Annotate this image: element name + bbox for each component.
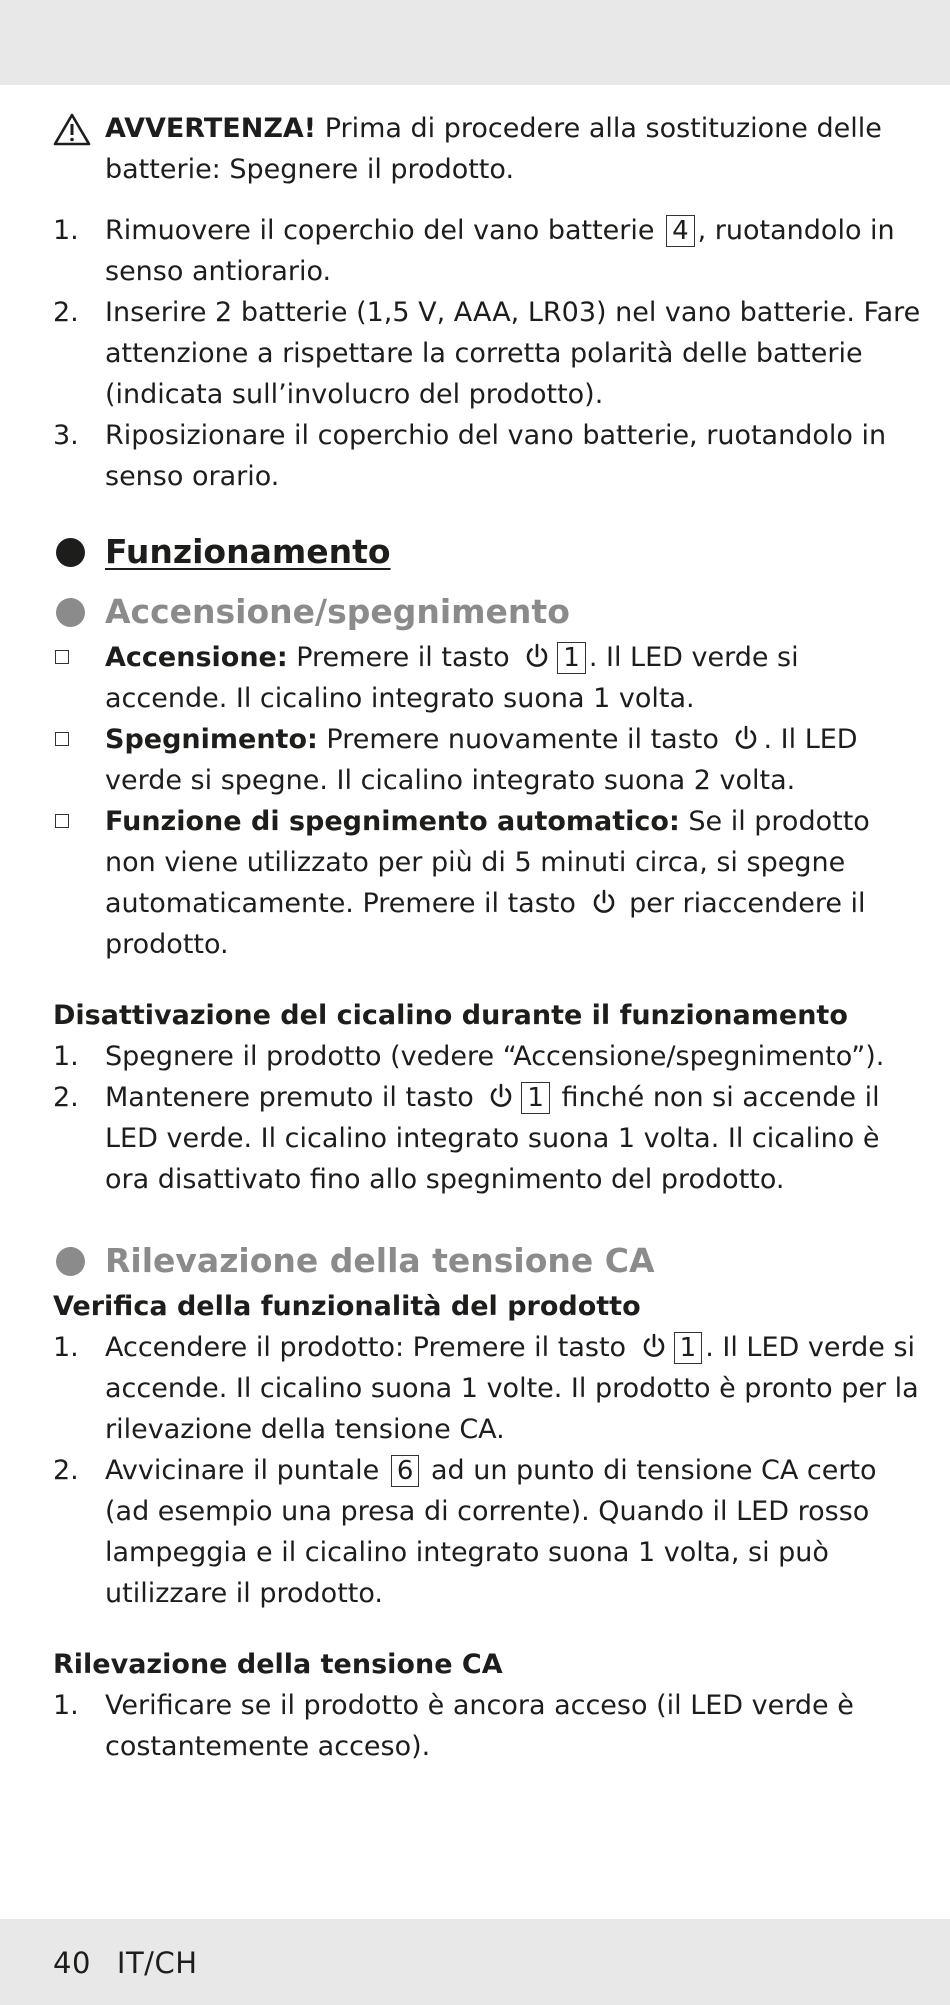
step-number: 3.: [53, 420, 79, 451]
subsection-title: Rilevazione della tensione CA: [105, 1241, 655, 1280]
reference-number: 4: [666, 215, 695, 247]
step-number: 2.: [53, 1455, 79, 1486]
power-icon: [733, 724, 759, 752]
page-footer: [53, 1943, 198, 1983]
step-text: Inserire 2 batterie (1,5 V, AAA, LR03) nel vano batterie. Fare attenzione a rispettare la corretta polarità delle batterie (indicata sull’involucro del prodotto).: [105, 297, 921, 410]
checkbox-bullet-icon: [55, 650, 69, 664]
check-heading: Verifica della funzionalità del prodotto: [53, 1291, 641, 1322]
subsection-title: Accensione/spegnimento: [105, 592, 570, 631]
step-text: finché non si accende il LED verde. Il cicalino integrato suona 1 volta. Il cicalino è ora disattivato fino allo spegnimento del prodotto.: [105, 1082, 880, 1195]
header-bar: [0, 0, 950, 85]
bullet-dot-icon: [56, 598, 85, 627]
step-text: Riposizionare il coperchio del vano batterie, ruotandolo in senso orario.: [105, 420, 887, 492]
locale-code: IT/CH: [116, 1946, 198, 1980]
step-text: Mantenere premuto il tasto: [105, 1082, 483, 1113]
section-heading: [53, 527, 923, 577]
reference-number: 1: [557, 642, 586, 674]
step-number: 2.: [53, 1082, 79, 1113]
step-number: 1.: [53, 1690, 79, 1721]
step-number: 1.: [53, 215, 79, 246]
buzzer-heading: Disattivazione del cicalino durante il funzionamento: [53, 1000, 848, 1031]
bullet-dot-icon: [56, 538, 85, 567]
page-content: [53, 108, 923, 1767]
step-text: Avvicinare il puntale: [105, 1455, 388, 1486]
step-text: Accendere il prodotto: Premere il tasto: [105, 1332, 635, 1363]
warning-label: AVVERTENZA!: [105, 113, 317, 144]
page-number: 40: [53, 1946, 91, 1980]
step-number: 2.: [53, 297, 79, 328]
warning-text: Prima di procedere alla sostituzione delle batterie: Spegnere il prodotto.: [105, 113, 882, 185]
item-label: Spegnimento:: [105, 724, 318, 755]
power-icon: [524, 642, 550, 670]
step-text: . Il LED verde si accende. Il cicalino suona 1 volte. Il prodotto è pronto per la rilevazione della tensione CA.: [105, 1332, 919, 1445]
reference-number: 6: [391, 1455, 420, 1487]
item-text: Premere nuovamente il tasto: [317, 724, 728, 755]
item-text: . Il LED verde si spegne. Il cicalino integrato suona 2 volta.: [105, 724, 858, 796]
power-icon: [641, 1332, 667, 1360]
item-text: Premere il tasto: [287, 642, 519, 673]
list-item: [53, 637, 923, 719]
power-icon: [591, 888, 617, 916]
item-text: per riaccendere il prodotto.: [105, 888, 866, 960]
list-item: [53, 719, 923, 801]
item-text: . Il LED verde si accende. Il cicalino integrato suona 1 volta.: [105, 642, 799, 714]
step-text: Rimuovere il coperchio del vano batterie: [105, 215, 664, 246]
bullet-dot-icon: [56, 1247, 85, 1276]
list-item: [53, 415, 923, 497]
checkbox-bullet-icon: [55, 732, 69, 746]
list-item: [53, 801, 923, 965]
list-item: [53, 1685, 923, 1767]
step-text: ad un punto di tensione CA certo (ad esempio una presa di corrente). Quando il LED rosso lampeggia e il cicalino integrato suona 1 volta, si può utilizzare il prodotto.: [105, 1455, 877, 1609]
list-item: [53, 210, 923, 292]
item-label: Funzione di spegnimento automatico:: [105, 806, 680, 837]
list-item: [53, 1036, 923, 1077]
ac-heading: Rilevazione della tensione CA: [53, 1649, 503, 1680]
checkbox-bullet-icon: [55, 814, 69, 828]
section-title: Funzionamento: [105, 532, 391, 571]
subsection-heading: [53, 587, 923, 637]
warning-paragraph: [53, 108, 923, 190]
item-text: Se il prodotto non viene utilizzato per più di 5 minuti circa, si spegne automaticamente. Premere il tasto: [105, 806, 870, 919]
reference-number: 1: [521, 1082, 550, 1114]
power-icon: [488, 1082, 514, 1110]
list-item: [53, 1327, 923, 1450]
step-number: 1.: [53, 1332, 79, 1363]
warning-triangle-icon: [53, 112, 91, 146]
list-item: [53, 1450, 923, 1614]
list-item: [53, 1077, 923, 1200]
reference-number: 1: [674, 1332, 703, 1364]
list-item: [53, 292, 923, 415]
step-text: , ruotandolo in senso antiorario.: [105, 215, 895, 287]
step-text: Spegnere il prodotto (vedere “Accensione/spegnimento”).: [105, 1041, 885, 1072]
step-text: Verificare se il prodotto è ancora acceso (il LED verde è costantemente acceso).: [105, 1690, 854, 1762]
subsection-heading: [53, 1236, 923, 1286]
item-label: Accensione:: [105, 642, 288, 673]
step-number: 1.: [53, 1041, 79, 1072]
